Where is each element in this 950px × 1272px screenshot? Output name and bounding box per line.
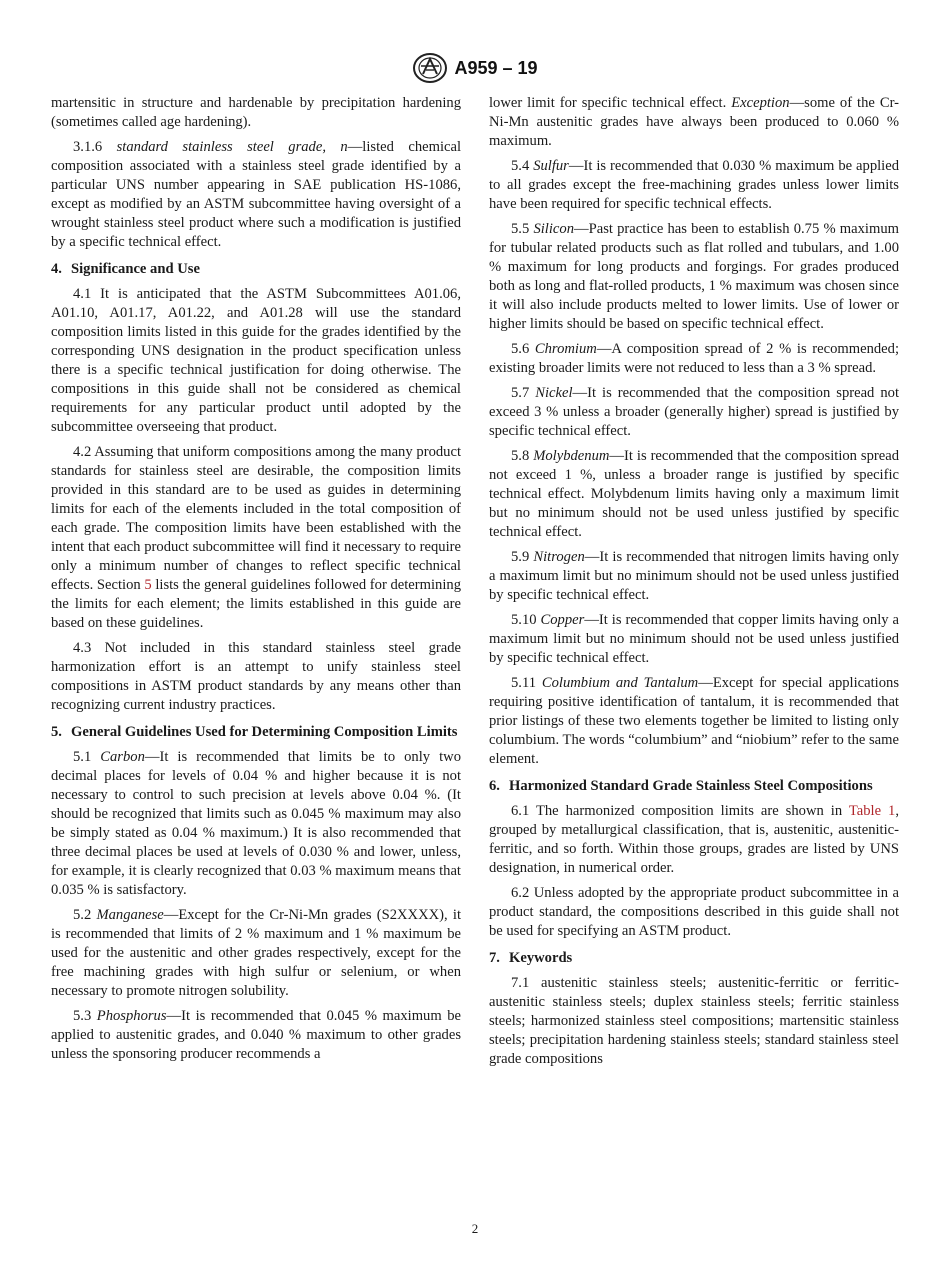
left-column: [51, 94, 461, 1070]
section-5-heading: 5. General Guidelines Used for Determining Composition Limits: [51, 724, 458, 740]
paragraph-5-1: 5.1 Carbon—It is recommended that limits be to only two decimal places for levels of 0.04 % and higher because it is not necessary to control to such precision at levels above 0.04 %. (It should be recognized that limits such as 0.045 % maximum may also be simply stated as 0.04 % maximum.) It is also recommended that three decimal places be used at levels of 0.030 % and lower, unless, for example, it is clearly recognized that 0.03 % maximum means that 0.035 % is satisfactory.: [51, 749, 461, 898]
paragraph-5-6: 5.6 Chromium—A composition spread of 2 % is recommended; existing broader limits were not reduced to less than a 3 % spread.: [489, 341, 899, 376]
paragraph-7-1: 7.1 austenitic stainless steels; austenitic-ferritic or ferritic-austenitic stainless steels; duplex stainless steels; ferritic stainless steels; harmonized stainless steel compositions; martensitic stainless steels; precipitation hardening stainless steels; standard stainless steel grade compositions: [489, 975, 899, 1067]
paragraph-6-2: 6.2 Unless adopted by the appropriate product subcommittee in a product standard, the compositions described in this guide shall not be used for specifying an ASTM product.: [489, 885, 899, 939]
astm-logo-icon: [412, 52, 448, 84]
paragraph-4-2: 4.2 Assuming that uniform compositions among the many product standards for stainless steel are desirable, the composition limits provided in this standard are to be used as guides in determining limits for each of the elements included in the total composition of each grade. The composition limits have been established with the intent that each product subcommittee will find it necessary to require only a minimum number of changes to reflect specific technical effects. Section 5 lists the general guidelines followed for determining the limits for each element; the limits established in this guide are based on these guidelines.: [51, 444, 461, 631]
table-1-link[interactable]: Table 1: [848, 803, 896, 819]
section-6-heading: 6. Harmonized Standard Grade Stainless Steel Compositions: [489, 778, 873, 794]
paragraph-5-3-continued: lower limit for specific technical effect. Exception—some of the Cr-Ni-Mn austenitic grades have always been produced to 0.060 % maximum.: [489, 95, 900, 149]
page-number: 2: [471, 1221, 479, 1236]
paragraph-3-1-6: 3.1.6 standard stainless steel grade, n—listed chemical composition associated with a stainless steel grade identified by a particular UNS number appearing in SAE publication HS-1086, except as modified by an ASTM subcommittee having oversight of a wrought stainless steel product where such a modification is justified by a specific technical effect.: [51, 139, 462, 250]
paragraph-3-1-5-continued: martensitic in structure and hardenable by precipitation hardening (sometimes called age hardening).: [51, 95, 461, 130]
term-standard-grade: standard stainless steel grade, n: [116, 139, 348, 155]
paragraph-5-7: 5.7 Nickel—It is recommended that the composition spread not exceed 3 % unless a broader (generally higher) spread is justified by specific technical effect.: [489, 385, 899, 439]
paragraph-5-3: 5.3 Phosphorus—It is recommended that 0.045 % maximum be applied to austenitic grades, and 0.040 % maximum to other grades unless the sponsoring producer recommends a: [51, 1008, 461, 1062]
section-4-heading: 4. Significance and Use: [51, 261, 200, 277]
paragraph-5-10: 5.10 Copper—It is recommended that copper limits having only a maximum limit but no minimum should not be used unless justified by specific technical effect.: [489, 612, 899, 666]
document-code: A959 – 19: [454, 57, 538, 78]
paragraph-4-3: 4.3 Not included in this standard stainless steel grade harmonization effort is an attempt to unify stainless steel compositions in ASTM product standards by any means other than recognizing current industry practices.: [51, 640, 461, 713]
paragraph-5-8: 5.8 Molybdenum—It is recommended that the composition spread not exceed 1 %, unless a broader range is justified by specific technical effect. Molybdenum limits having only a maximum limit but no minimum should not be used unless justified by specific technical effect.: [489, 448, 900, 540]
paragraph-6-1: 6.1 The harmonized composition limits are shown in Table 1, grouped by metallurgical classification, that is, austenitic, austenitic-ferritic, and so forth. Within those groups, grades are listed by UNS designation, in numerical order.: [489, 803, 899, 876]
paragraph-5-4: 5.4 Sulfur—It is recommended that 0.030 % maximum be applied to all grades except the free-machining grades unless lower limits have been required for specific technical effects.: [489, 158, 899, 212]
page-header: [0, 52, 950, 84]
paragraph-5-9: 5.9 Nitrogen—It is recommended that nitrogen limits having only a maximum limit but no minimum should not be used unless justified by specific technical effect.: [489, 549, 899, 603]
paragraph-5-11: 5.11 Columbium and Tantalum—Except for special applications requiring positive identification of tantalum, it is recommended that prior listings of these two elements together be limited to listing only columbium. The words “columbium” and “niobium” refer to the same element.: [489, 675, 899, 767]
section-7-heading: 7. Keywords: [489, 950, 573, 966]
right-column: [489, 94, 899, 1075]
paragraph-5-2: 5.2 Manganese—Except for the Cr-Ni-Mn grades (S2XXXX), it is recommended that limits of 2 % maximum and 1 % maximum be used for the austenitic and other grades respectively, except for the free machining grades with high sulfur or selenium, or when necessary to promote nitrogen solubility.: [51, 907, 461, 999]
section-5-link[interactable]: 5: [144, 577, 152, 593]
paragraph-5-5: 5.5 Silicon—Past practice has been to establish 0.75 % maximum for tubular related products such as flat rolled and tubulars, and 1.00 % maximum for long products and forgings. For grades produced both as long and flat-rolled products, 1 % maximum was chosen since it will also include products melted to lower limits. Use of lower or higher limits should be based on specific technical effect.: [489, 221, 899, 332]
paragraph-4-1: 4.1 It is anticipated that the ASTM Subcommittees A01.06, A01.10, A01.17, A01.22, and A01.28 will use the standard composition limits listed in this guide for the grades identified by the corresponding UNS designation in the product specification unless there is a specific technical justification for doing otherwise. The compositions in this guide shall not be considered as chemical requirements for any particular product until adopted by the subcommittee overseeing that product.: [51, 286, 461, 435]
